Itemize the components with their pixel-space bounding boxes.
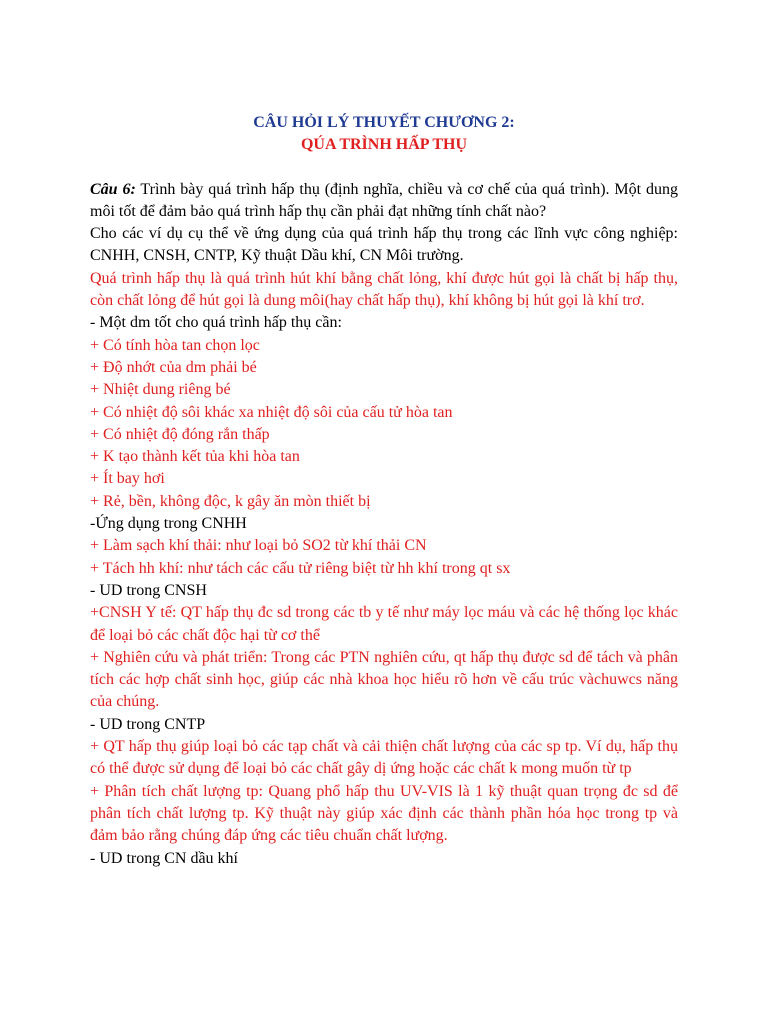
chapter-title: CÂU HỎI LÝ THUYẾT CHƯƠNG 2:	[253, 114, 515, 131]
list-item: + Rẻ, bền, không độc, k gây ăn mòn thiết bị	[90, 492, 371, 510]
list-item: + Có tính hòa tan chọn lọc	[90, 336, 260, 354]
answer-definition: Quá trình hấp thụ là quá trình hút khí bằng chất lỏng, khí được hút gọi là chất bị hấp thụ, còn chất lỏng để hút gọi là dung môi(hay chất hấp thụ), khí không bị hút gọi là khí trơ.	[90, 269, 678, 310]
section-title: QÚA TRÌNH HẤP THỤ	[300, 136, 468, 154]
question-text	[90, 179, 678, 224]
list-item: + Có nhiệt độ đóng rắn thấp	[90, 425, 270, 443]
list-item: + Nhiệt dung riêng bé	[90, 381, 231, 399]
question-followup: Cho các ví dụ cụ thể về ứng dụng của quá trình hấp thụ trong các lĩnh vực công nghiệp: CNHH, CNSH, CNTP, Kỹ thuật Dầu khí, CN Môi trường.	[90, 225, 678, 265]
list-item: + Phân tích chất lượng tp: Quang phổ hấp thu UV-VIS là 1 kỹ thuật quan trọng đc sd để phân tích chất lượng tp. Kỹ thuật này giúp xác định các thành phần hóa học trong tp và đảm bảo rằng chúng đáp ứng các tiêu chuẩn chất lượng.	[90, 782, 678, 845]
list-item: +CNSH Y tế: QT hấp thụ đc sd trong các tb y tế như máy lọc máu và các hệ thống lọc khác để loại bỏ các chất độc hại từ cơ thể	[90, 604, 678, 644]
document-page	[90, 112, 678, 870]
list-item: + Nghiên cứu và phát triển: Trong các PTN nghiên cứu, qt hấp thụ được sd để tách và phân tích các hợp chất sinh học, giúp các nhà khoa học hiểu rõ hơn về cấu trúc vàchuwcs năng của chúng.	[90, 648, 678, 711]
question-body: Trình bày quá trình hấp thụ (định nghĩa, chiều và cơ chế của quá trình). Một dung môi tốt để đảm bảo quá trình hấp thụ cần phải đạt những tính chất nào?	[90, 180, 678, 220]
list-item: + QT hấp thụ giúp loại bỏ các tạp chất và cải thiện chất lượng của các sp tp. Ví dụ, hấp thụ có thể được sử dụng để loại bỏ các chất gây dị ứng hoặc các chất k mong muốn từ tp	[90, 738, 678, 778]
cnhh-heading: -Ứng dụng trong CNHH	[90, 515, 247, 533]
cntp-heading: - UD trong CNTP	[90, 715, 206, 733]
list-item: + Ít bay hơi	[90, 470, 165, 488]
title-block	[90, 112, 678, 157]
list-item: + Tách hh khí: như tách các cấu tử riêng biệt từ hh khí trong qt sx	[90, 559, 511, 577]
solvent-heading: - Một dm tốt cho quá trình hấp thụ cần:	[90, 314, 342, 332]
list-item: + K tạo thành kết tủa khi hòa tan	[90, 448, 300, 466]
list-item: + Độ nhớt của dm phải bé	[90, 358, 257, 376]
question-label: Câu 6:	[90, 180, 136, 198]
oil-gas-heading: - UD trong CN dầu khí	[90, 849, 238, 867]
list-item: + Có nhiệt độ sôi khác xa nhiệt độ sôi của cấu tử hòa tan	[90, 403, 453, 421]
cnsh-heading: - UD trong CNSH	[90, 581, 207, 599]
list-item: + Làm sạch khí thải: như loại bỏ SO2 từ khí thải CN	[90, 537, 427, 555]
